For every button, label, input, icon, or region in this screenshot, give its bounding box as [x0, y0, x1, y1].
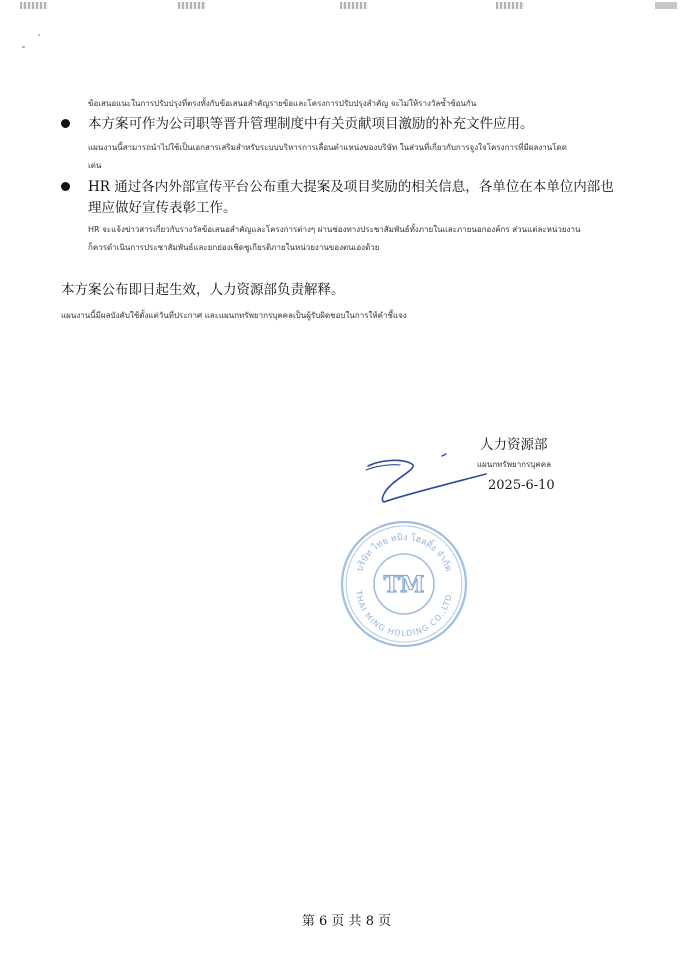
scan-mark [20, 2, 48, 9]
bullet-text-zh: 本方案可作为公司职等晋升管理制度中有关贡献项目激励的补充文件应用。 [88, 116, 534, 132]
thai-translation-line: ก็ควรดำเนินการประชาสัมพันธ์และยกย่องเชิดชูเกียรติภายในหน่วยงานของตนเองด้วย [88, 243, 380, 252]
stamp-ring-bottom: THAI MING HOLDING CO.,LTD. [354, 589, 454, 639]
bullet-text-zh: 理应做好宣传表彰工作。 [88, 200, 237, 216]
signoff-date: 2025-6-10 [488, 478, 555, 493]
scan-mark [340, 2, 368, 9]
signature-image [360, 452, 490, 514]
scan-speck [38, 34, 40, 36]
thai-translation-line: HR จะแจ้งข่าวสารเกี่ยวกับรางวัลข้อเสนอสำคัญและโครงการต่างๆ ผ่านช่องทางประชาสัมพันธ์ทั้งภายในและภายนอกองค์กร ส่วนแต่ละหน่วยงาน [88, 225, 581, 234]
bullet-icon [61, 182, 70, 191]
scan-mark [496, 2, 524, 9]
signoff-department-thai: แผนกทรัพยากรบุคคล [477, 460, 552, 469]
bullet-icon [61, 119, 70, 128]
scan-mark [178, 2, 206, 9]
effective-statement-thai: แผนงานนี้มีผลบังคับใช้ตั้งแต่วันที่ประกาศ และแผนกทรัพยากรบุคคลเป็นผู้รับผิดชอบในการให้คำชี้แจง [61, 311, 407, 320]
scan-mark [655, 2, 677, 9]
stamp-ring-top: บริษัท ไทย หมิง โฮลดิ้ง จำกัด [354, 532, 454, 574]
company-stamp-image [338, 518, 470, 650]
thai-translation-line: เด่น [88, 161, 102, 170]
effective-statement-zh: 本方案公布即日起生效，人力资源部负责解释。 [61, 282, 345, 298]
bullet-text-zh: HR 通过各内外部宣传平台公布重大提案及项目奖励的相关信息，各单位在本单位内部也 [88, 179, 614, 195]
thai-translation-line: ข้อเสนอแนะในการปรับปรุงที่ตรงทั้งกับข้อเสนอสำคัญรายข้อและโครงการปรับปรุงสำคัญ จะไม่ให้รางวัลซ้ำซ้อนกัน [88, 99, 477, 108]
scan-edge [0, 0, 693, 12]
thai-translation-line: แผนงานนี้สามารถนำไปใช้เป็นเอกสารเสริมสำหรับระบบบริหารการเลื่อนตำแหน่งของบริษัท ในส่วนที่เกี่ยวกับการจูงใจโครงการที่มีผลงานโดด [88, 143, 567, 152]
scan-speck [22, 46, 25, 48]
page-number-footer: 第 6 页 共 8 页 [301, 914, 392, 929]
signoff-department-zh: 人力资源部 [480, 437, 548, 453]
svg-text:บริษัท ไทย หมิง โฮลดิ้ง จำกัด [355, 532, 453, 573]
stamp-center-text: TM [383, 572, 425, 598]
